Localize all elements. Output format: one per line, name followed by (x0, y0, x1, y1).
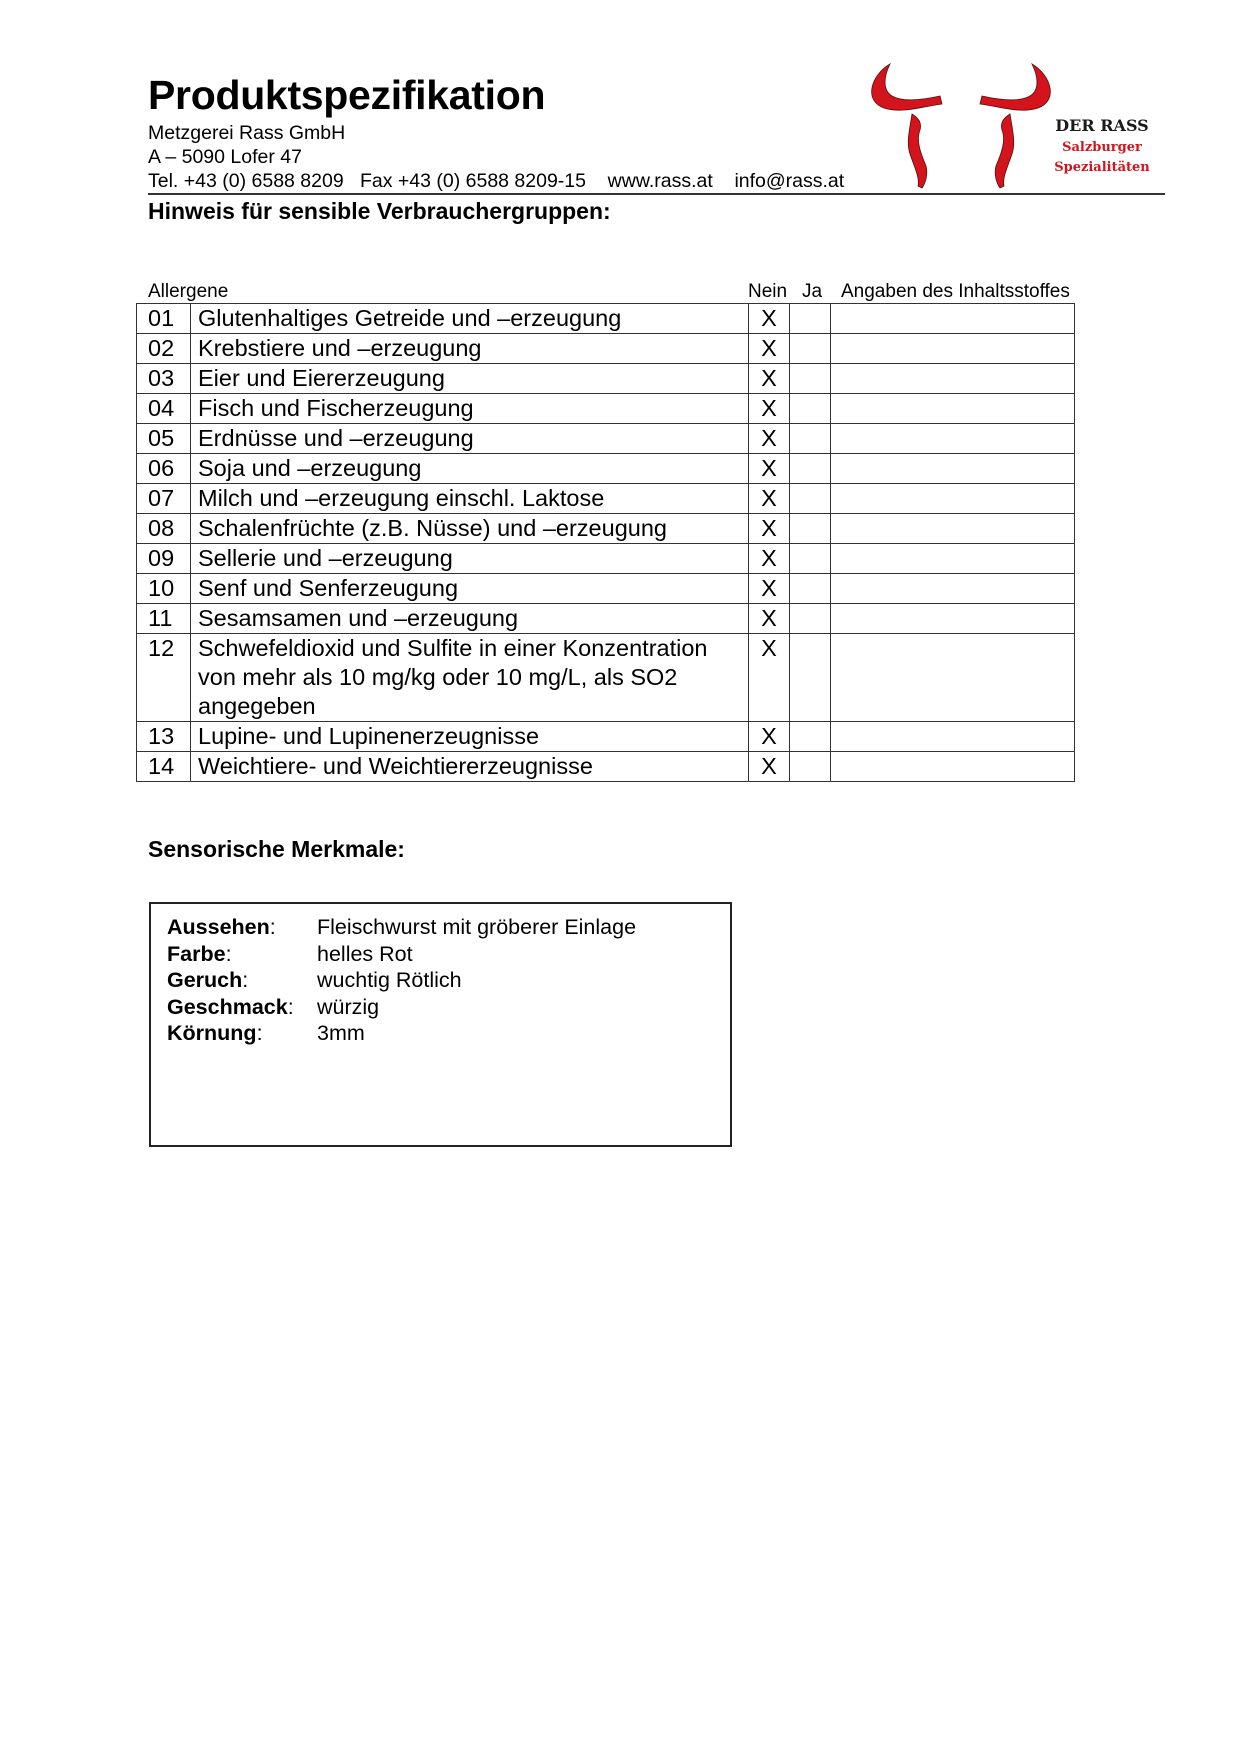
allergen-number: 09 (137, 544, 191, 574)
sensory-item (167, 914, 636, 941)
nein-cell[interactable]: X (749, 454, 790, 484)
ja-cell[interactable] (790, 722, 831, 752)
section-heading-hint: Hinweis für sensible Verbrauchergruppen: (148, 198, 611, 224)
angaben-cell[interactable] (831, 424, 1075, 454)
ja-cell[interactable] (790, 752, 831, 782)
nein-cell[interactable]: X (749, 424, 790, 454)
logo-line-2: Salzburger (1062, 140, 1142, 155)
ja-cell[interactable] (790, 484, 831, 514)
table-row (137, 454, 1075, 484)
ja-cell[interactable] (790, 304, 831, 334)
allergen-name: Weichtiere- und Weichtiererzeugnisse (191, 752, 749, 782)
allergen-name: Soja und –erzeugung (191, 454, 749, 484)
ja-cell[interactable] (790, 334, 831, 364)
table-row (137, 544, 1075, 574)
ja-cell[interactable] (790, 604, 831, 634)
sensory-label: Geschmack: (167, 994, 294, 1019)
allergen-number: 05 (137, 424, 191, 454)
company-address: A – 5090 Lofer 47 (148, 146, 302, 168)
angaben-cell[interactable] (831, 394, 1075, 424)
header-ja: Ja (802, 281, 823, 302)
allergen-number: 13 (137, 722, 191, 752)
ja-cell[interactable] (790, 634, 831, 722)
table-row (137, 574, 1075, 604)
allergen-number: 03 (137, 364, 191, 394)
nein-cell[interactable]: X (749, 334, 790, 364)
table-row (137, 304, 1075, 334)
allergen-name: Schwefeldioxid und Sulfite in einer Konzentration von mehr als 10 mg/kg oder 10 mg/L, als SO2 angegeben (191, 634, 749, 722)
allergen-name: Sellerie und –erzeugung (191, 544, 749, 574)
angaben-cell[interactable] (831, 544, 1075, 574)
header-allergene: Allergene (148, 281, 229, 302)
table-row (137, 604, 1075, 634)
allergen-name: Lupine- und Lupinenerzeugnisse (191, 722, 749, 752)
angaben-cell[interactable] (831, 304, 1075, 334)
sensory-item (167, 967, 636, 994)
header-nein: Nein (748, 281, 788, 302)
angaben-cell[interactable] (831, 574, 1075, 604)
nein-cell[interactable]: X (749, 394, 790, 424)
ja-cell[interactable] (790, 394, 831, 424)
sensory-label: Farbe: (167, 941, 232, 966)
sensory-value: helles Rot (317, 941, 413, 966)
nein-cell[interactable]: X (749, 304, 790, 334)
logo-title: DER RASS (1055, 116, 1149, 135)
allergen-number: 08 (137, 514, 191, 544)
allergen-name: Sesamsamen und –erzeugung (191, 604, 749, 634)
angaben-cell[interactable] (831, 334, 1075, 364)
company-name: Metzgerei Rass GmbH (148, 122, 346, 144)
sensory-label-text: Aussehen (167, 915, 270, 939)
fax: Fax +43 (0) 6588 8209-15 (359, 170, 586, 192)
sensory-value: 3mm (317, 1021, 365, 1045)
allergen-name: Milch und –erzeugung einschl. Laktose (191, 484, 749, 514)
sensory-label-text: Geschmack (167, 994, 288, 1019)
allergen-number: 12 (137, 634, 191, 722)
sensory-value: Fleischwurst mit gröberer Einlage (317, 915, 637, 939)
nein-cell[interactable]: X (749, 634, 790, 722)
nein-cell[interactable]: X (749, 544, 790, 574)
table-row (137, 752, 1075, 782)
angaben-cell[interactable] (831, 752, 1075, 782)
allergen-name: Erdnüsse und –erzeugung (191, 424, 749, 454)
sensory-label-text: Geruch (167, 968, 243, 992)
allergen-name: Glutenhaltiges Getreide und –erzeugung (191, 304, 749, 334)
sensory-value: wuchtig Rötlich (317, 968, 462, 992)
nein-cell[interactable]: X (749, 574, 790, 604)
table-row (137, 424, 1075, 454)
website-link[interactable]: www.rass.at (607, 170, 713, 192)
phone: Tel. +43 (0) 6588 8209 (148, 170, 344, 192)
allergen-number: 02 (137, 334, 191, 364)
allergen-number: 04 (137, 394, 191, 424)
allergen-number: 14 (137, 752, 191, 782)
ja-cell[interactable] (790, 424, 831, 454)
allergen-number: 07 (137, 484, 191, 514)
bull-horns-icon (872, 64, 1051, 188)
allergen-table (136, 303, 1075, 782)
nein-cell[interactable]: X (749, 752, 790, 782)
sensory-value: würzig (317, 994, 380, 1019)
sensory-label-text: Körnung (167, 1021, 257, 1045)
allergen-number: 10 (137, 574, 191, 604)
nein-cell[interactable]: X (749, 514, 790, 544)
nein-cell[interactable]: X (749, 364, 790, 394)
contact-line (148, 169, 844, 193)
ja-cell[interactable] (790, 454, 831, 484)
table-row (137, 722, 1075, 752)
sensory-label: Geruch: (167, 968, 249, 992)
sensory-item (167, 941, 636, 968)
angaben-cell[interactable] (831, 484, 1075, 514)
allergen-name: Schalenfrüchte (z.B. Nüsse) und –erzeugung (191, 514, 749, 544)
allergen-name: Senf und Senferzeugung (191, 574, 749, 604)
sensory-label: Aussehen: (167, 915, 276, 939)
allergen-number: 06 (137, 454, 191, 484)
angaben-cell[interactable] (831, 722, 1075, 752)
section-heading-sensory: Sensorische Merkmale: (148, 836, 405, 862)
sensory-label: Körnung: (167, 1021, 263, 1045)
logo-line-3: Spezialitäten (1054, 160, 1150, 175)
allergen-number: 01 (137, 304, 191, 334)
angaben-cell[interactable] (831, 454, 1075, 484)
table-row (137, 634, 1075, 722)
nein-cell[interactable]: X (749, 722, 790, 752)
table-row (137, 394, 1075, 424)
sensory-label-text: Farbe (167, 941, 226, 966)
sensory-item (167, 1020, 636, 1047)
angaben-cell[interactable] (831, 634, 1075, 722)
page-title: Produktspezifikation (148, 72, 546, 118)
ja-cell[interactable] (790, 514, 831, 544)
der-rass-logo (862, 56, 1162, 196)
table-row (137, 514, 1075, 544)
ja-cell[interactable] (790, 574, 831, 604)
angaben-cell[interactable] (831, 514, 1075, 544)
nein-cell[interactable]: X (749, 484, 790, 514)
email-link[interactable]: info@rass.at (734, 170, 845, 192)
angaben-cell[interactable] (831, 604, 1075, 634)
allergen-name: Fisch und Fischerzeugung (191, 394, 749, 424)
nein-cell[interactable]: X (749, 604, 790, 634)
sensory-box (149, 902, 732, 1147)
table-row (137, 334, 1075, 364)
table-row (137, 364, 1075, 394)
ja-cell[interactable] (790, 364, 831, 394)
table-row (137, 484, 1075, 514)
ja-cell[interactable] (790, 544, 831, 574)
angaben-cell[interactable] (831, 364, 1075, 394)
allergen-name: Krebstiere und –erzeugung (191, 334, 749, 364)
sensory-list (167, 914, 636, 1047)
header-angaben: Angaben des Inhaltsstoffes (841, 281, 1070, 302)
allergen-name: Eier und Eiererzeugung (191, 364, 749, 394)
sensory-item (167, 994, 636, 1021)
allergen-number: 11 (137, 604, 191, 634)
